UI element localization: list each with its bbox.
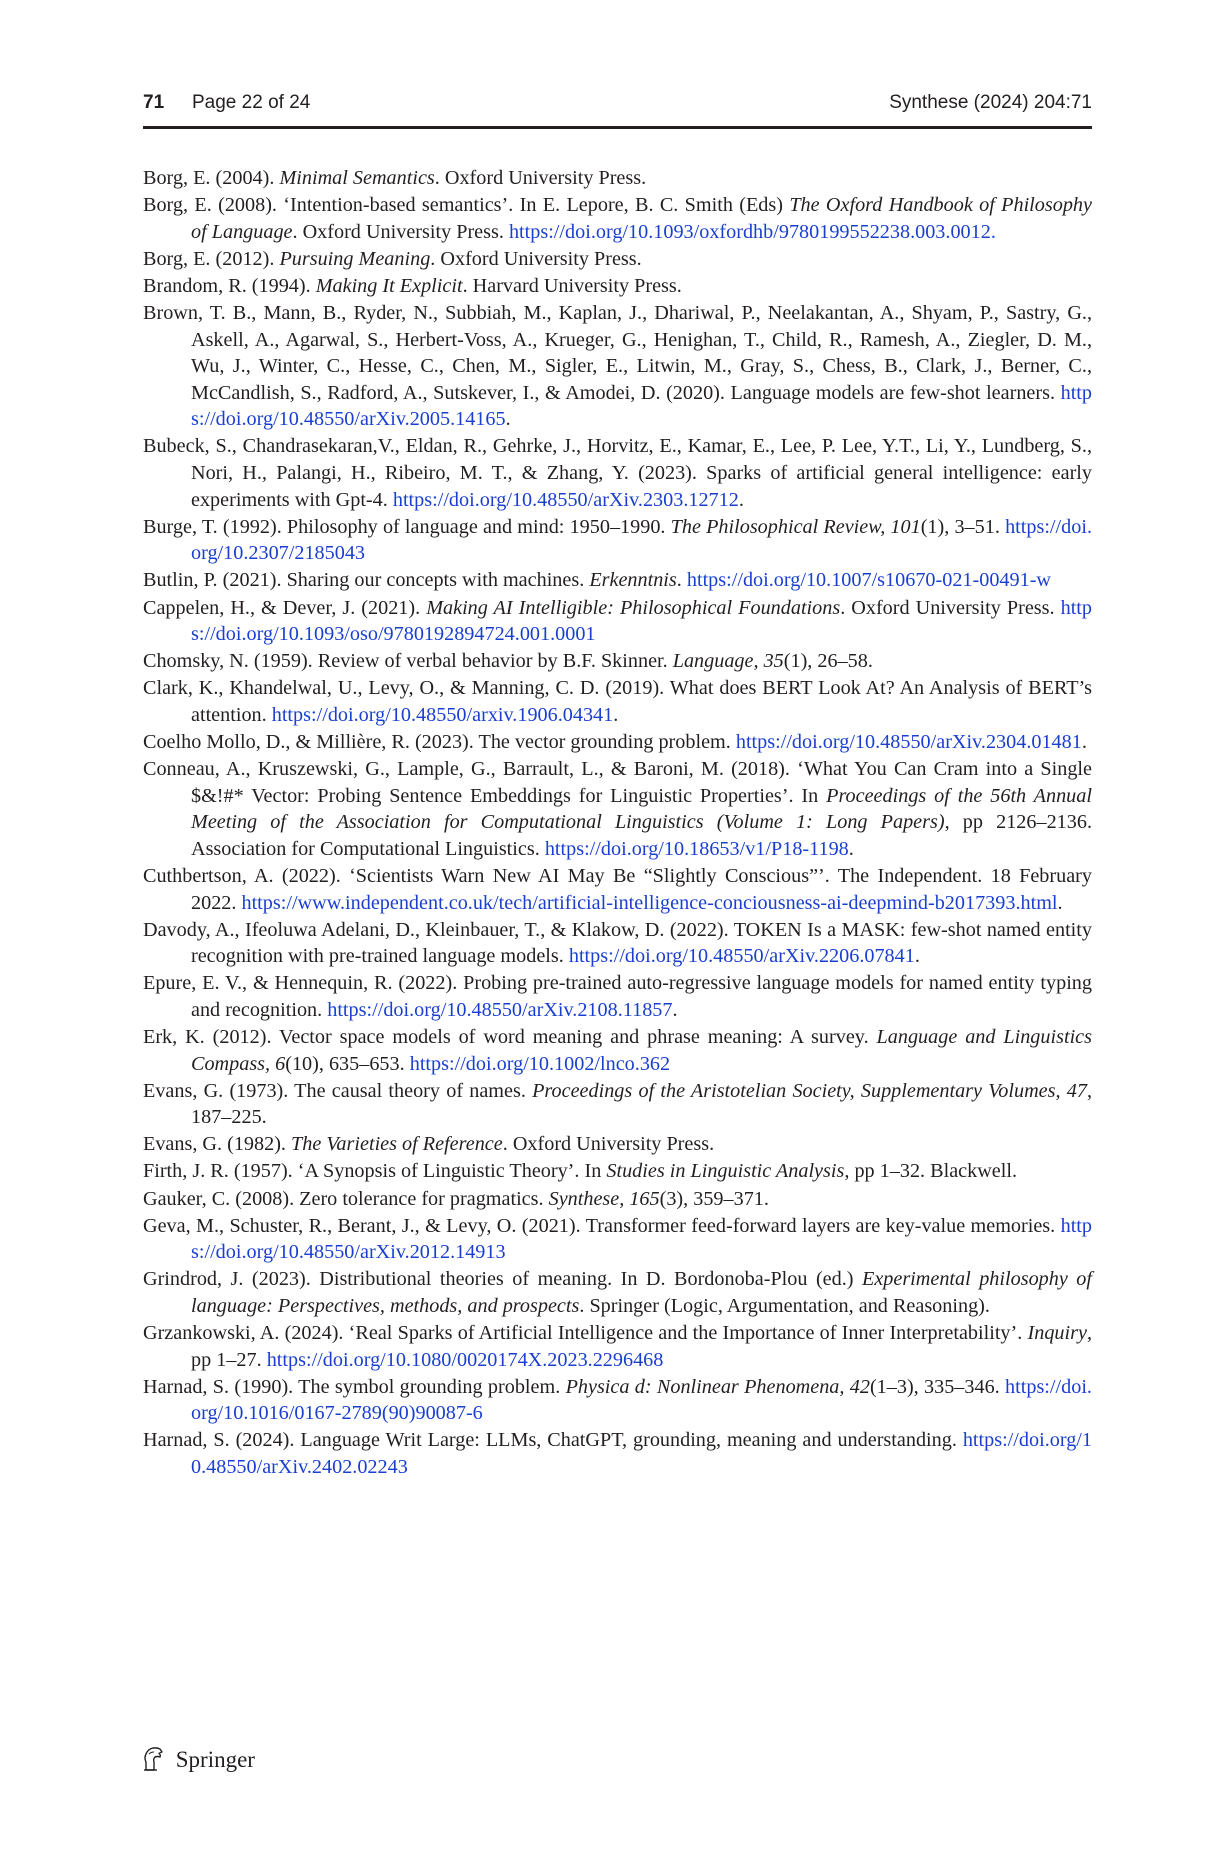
reference-text: . Oxford University Press. bbox=[430, 247, 642, 270]
doi-link[interactable]: https://doi.org/10.48550/arXiv.2206.07841 bbox=[568, 945, 915, 968]
reference-text: Davody, A., Ifeoluwa Adelani, D., Kleinbauer, T., & Klakow, D. (2022). TOKEN Is a MASK: few-shot named entity recognition with pre-trained language models. bbox=[143, 918, 1092, 968]
reference-text: , 187–225. bbox=[191, 1079, 1092, 1129]
reference-entry bbox=[143, 514, 1092, 567]
reference-entry bbox=[143, 1158, 1092, 1185]
reference-entry bbox=[143, 1320, 1092, 1373]
reference-text: . bbox=[505, 408, 511, 431]
reference-entry bbox=[143, 648, 1092, 675]
springer-horse-icon bbox=[141, 1746, 165, 1778]
reference-title-italic: The Varieties of Reference bbox=[291, 1133, 503, 1156]
reference-text: Butlin, P. (2021). Sharing our concepts with machines. bbox=[143, 569, 590, 592]
reference-entry bbox=[143, 300, 1092, 433]
reference-text: Firth, J. R. (1957). ‘A Synopsis of Linguistic Theory’. In bbox=[143, 1160, 607, 1183]
reference-entry bbox=[143, 675, 1092, 728]
reference-text: Brown, T. B., Mann, B., Ryder, N., Subbiah, M., Kaplan, J., Dhariwal, P., Neelakantan, A., Shyam, P., Sastry, G., Askell, A., Agarwal, S., Herbert-Voss, A., Krueger, G., Henighan, T., Child, R., Ramesh, A., Ziegler, D. M., Wu, J., Winter, C., Hesse, C., Chen, M., Sigler, E., Litwin, M., Gray, S., Chess, B., Clark, J., Berner, C., McCandlish, S., Radford, A., Sutskever, I., & Amodei, D. (2020). Language models are few-shot learners. bbox=[143, 301, 1092, 404]
reference-list bbox=[143, 165, 1092, 1481]
doi-link[interactable]: https://doi.org/10.48550/arXiv.2304.01481 bbox=[735, 730, 1082, 753]
doi-link[interactable]: https://doi.org/10.48550/arXiv.2108.11857 bbox=[327, 998, 673, 1021]
reference-text: Cappelen, H., & Dever, J. (2021). bbox=[143, 596, 427, 619]
reference-text: (3), 359–371. bbox=[659, 1187, 769, 1210]
reference-entry bbox=[143, 1213, 1092, 1266]
reference-text: (1), 3–51. bbox=[920, 515, 1006, 538]
doi-link[interactable]: https://doi.org/10.2307/2185043 bbox=[191, 515, 1092, 565]
reference-title-italic: Studies in Linguistic Analysis bbox=[606, 1160, 845, 1183]
reference-text: . bbox=[914, 945, 920, 968]
reference-text: . bbox=[613, 703, 619, 726]
doi-link[interactable]: https://doi.org/10.1093/oxfordhb/9780199552238.003.0012. bbox=[508, 220, 996, 243]
reference-text: Conneau, A., Kruszewski, G., Lample, G., Barrault, L., & Baroni, M. (2018). ‘What You Can Cram into a Single $&!#* Vector: Probing Sentence Embeddings for Linguistic Properties’. In bbox=[143, 758, 1092, 807]
reference-title-italic: Making AI Intelligible: Philosophical Foundations bbox=[426, 596, 841, 619]
reference-text: . bbox=[738, 488, 744, 511]
journal-citation: Synthese (2024) 204:71 bbox=[889, 92, 1092, 113]
publisher-footer bbox=[141, 1746, 255, 1778]
reference-text: , pp 1–32. Blackwell. bbox=[844, 1160, 1018, 1183]
reference-entry bbox=[143, 567, 1092, 594]
reference-text: Coelho Mollo, D., & Millière, R. (2023). The vector grounding problem. bbox=[143, 730, 736, 753]
reference-text: Burge, T. (1992). Philosophy of language and mind: 1950–1990. bbox=[143, 515, 671, 538]
reference-title-italic: Language, 35 bbox=[672, 650, 784, 673]
reference-text: Erk, K. (2012). Vector space models of word meaning and phrase meaning: A survey. bbox=[143, 1026, 877, 1048]
reference-text: (1), 26–58. bbox=[783, 650, 873, 673]
reference-title-italic: Synthese, 165 bbox=[548, 1187, 660, 1210]
reference-entry bbox=[143, 433, 1092, 513]
reference-text: . Springer (Logic, Argumentation, and Reasoning). bbox=[579, 1294, 990, 1317]
reference-text: . bbox=[676, 569, 687, 592]
reference-entry bbox=[143, 1427, 1092, 1480]
reference-text: Borg, E. (2012). bbox=[143, 247, 280, 270]
doi-link[interactable]: https://doi.org/10.1002/lnco.362 bbox=[409, 1052, 671, 1075]
doi-link[interactable]: https://doi.org/10.48550/arXiv.2012.14913 bbox=[191, 1214, 1092, 1264]
reference-entry bbox=[143, 1186, 1092, 1213]
reference-text: . Oxford University Press. bbox=[292, 220, 509, 243]
reference-title-italic: Minimal Semantics bbox=[279, 167, 435, 189]
reference-text: Gauker, C. (2008). Zero tolerance for pragmatics. bbox=[143, 1187, 549, 1210]
reference-text: . bbox=[1057, 891, 1063, 914]
doi-link[interactable]: https://doi.org/10.1093/oso/9780192894724.001.0001 bbox=[191, 596, 1092, 646]
reference-text: Cuthbertson, A. (2022). ‘Scientists Warn New AI May Be “Slightly Conscious”’. The Independent. 18 February 2022. bbox=[143, 864, 1092, 914]
reference-text: Harnad, S. (2024). Language Writ Large: LLMs, ChatGPT, grounding, meaning and understanding. bbox=[143, 1429, 963, 1452]
reference-entry bbox=[143, 192, 1092, 245]
reference-text: Grzankowski, A. (2024). ‘Real Sparks of Artificial Intelligence and the Importance of Inner Interpretability’. bbox=[143, 1322, 1028, 1345]
publisher-name: Springer bbox=[175, 1747, 255, 1772]
doi-link[interactable]: https://doi.org/10.48550/arXiv.2402.02243 bbox=[191, 1429, 1092, 1478]
reference-entry bbox=[143, 970, 1092, 1023]
doi-link[interactable]: https://doi.org/10.48550/arxiv.1906.04341 bbox=[271, 703, 614, 726]
reference-text: Clark, K., Khandelwal, U., Levy, O., & Manning, C. D. (2019). What does BERT Look At? An Analysis of BERT’s attention. bbox=[143, 677, 1092, 726]
reference-entry bbox=[143, 273, 1092, 300]
reference-entry bbox=[143, 1024, 1092, 1077]
reference-title-italic: Erkenntnis bbox=[589, 569, 677, 592]
reference-text: . Harvard University Press. bbox=[462, 274, 682, 297]
doi-link[interactable]: https://doi.org/10.1007/s10670-021-00491-w bbox=[686, 569, 1051, 592]
reference-title-italic: The Oxford Handbook of Philosophy of Language bbox=[191, 194, 1092, 243]
reference-text: Borg, E. (2004). bbox=[143, 167, 280, 189]
reference-title-italic: Experimental philosophy of language: Perspectives, methods, and prospects bbox=[191, 1268, 1092, 1317]
reference-text: (1–3), 335–346. bbox=[869, 1375, 1006, 1398]
reference-title-italic: The Philosophical Review, 101 bbox=[670, 515, 921, 538]
running-head bbox=[143, 92, 1092, 122]
reference-entry bbox=[143, 729, 1092, 756]
reference-entry bbox=[143, 756, 1092, 862]
doi-link[interactable]: https://doi.org/10.1016/0167-2789(90)90087-6 bbox=[191, 1375, 1092, 1425]
reference-title-italic: Pursuing Meaning bbox=[279, 247, 431, 270]
reference-text: Evans, G. (1982). bbox=[143, 1133, 292, 1156]
reference-text: Borg, E. (2008). ‘Intention-based semantics’. In E. Lepore, B. C. Smith (Eds) bbox=[143, 194, 790, 217]
reference-text: , pp 2126–2136. Association for Computational Linguistics. bbox=[191, 811, 1093, 860]
doi-link[interactable]: https://www.independent.co.uk/tech/artificial-intelligence-conciousness-ai-deepmind-b2017393.html bbox=[241, 891, 1058, 914]
article-number: 71 bbox=[143, 92, 165, 113]
reference-title-italic: Inquiry bbox=[1027, 1322, 1087, 1345]
reference-text: . Oxford University Press. bbox=[502, 1133, 715, 1156]
reference-text: Harnad, S. (1990). The symbol grounding problem. bbox=[143, 1375, 566, 1398]
reference-text: , pp 1–27. bbox=[191, 1322, 1092, 1371]
reference-title-italic: Proceedings of the 56th Annual Meeting of the Association for Computational Linguistics (Volume 1: Long Papers) bbox=[191, 784, 1092, 834]
reference-entry bbox=[143, 1266, 1092, 1319]
doi-link[interactable]: https://doi.org/10.48550/arXiv.2005.14165 bbox=[191, 381, 1092, 431]
reference-title-italic: Making It Explicit bbox=[315, 274, 463, 297]
reference-text: Chomsky, N. (1959). Review of verbal behavior by B.F. Skinner. bbox=[143, 650, 673, 673]
reference-text: Geva, M., Schuster, R., Berant, J., & Levy, O. (2021). Transformer feed-forward layers are key-value memories. bbox=[143, 1214, 1061, 1237]
reference-entry bbox=[143, 917, 1092, 970]
reference-text: (10), 635–653. bbox=[285, 1052, 410, 1075]
reference-text: Grindrod, J. (2023). Distributional theories of meaning. In D. Bordonoba-Plou (ed.) bbox=[143, 1268, 862, 1291]
reference-entry bbox=[143, 595, 1092, 648]
header-rule bbox=[143, 126, 1092, 129]
page-label: Page 22 of 24 bbox=[192, 92, 311, 113]
reference-text: . bbox=[848, 837, 854, 860]
reference-entry bbox=[143, 246, 1092, 273]
reference-text: Evans, G. (1973). The causal theory of names. bbox=[143, 1079, 533, 1102]
reference-text: . Oxford University Press. bbox=[434, 167, 647, 189]
reference-entry bbox=[143, 1131, 1092, 1158]
doi-link[interactable]: https://doi.org/10.1080/0020174X.2023.2296468 bbox=[266, 1348, 664, 1371]
reference-title-italic: Language and Linguistics Compass, 6 bbox=[191, 1026, 1092, 1075]
doi-link[interactable]: https://doi.org/10.48550/arXiv.2303.12712 bbox=[392, 488, 739, 511]
reference-text: Bubeck, S., Chandrasekaran,V., Eldan, R., Gehrke, J., Horvitz, E., Kamar, E., Lee, P. Lee, Y.T., Li, Y., Lundberg, S., Nori, H., Palangi, H., Ribeiro, M. T., & Zhang, Y. (2023). Sparks of artificial general intelligence: early experiments with Gpt-4. bbox=[143, 435, 1092, 511]
reference-text: . Oxford University Press. bbox=[840, 596, 1061, 619]
reference-text: Brandom, R. (1994). bbox=[143, 274, 316, 297]
reference-entry bbox=[143, 1374, 1092, 1427]
reference-text: . bbox=[1081, 730, 1087, 753]
reference-text: . bbox=[672, 998, 678, 1021]
reference-entry bbox=[143, 1078, 1092, 1131]
reference-title-italic: Proceedings of the Aristotelian Society, Supplementary Volumes, 47 bbox=[532, 1079, 1087, 1102]
reference-entry bbox=[143, 863, 1092, 916]
reference-entry bbox=[143, 165, 1092, 192]
reference-title-italic: Physica d: Nonlinear Phenomena, 42 bbox=[565, 1375, 870, 1398]
doi-link[interactable]: https://doi.org/10.18653/v1/P18-1198 bbox=[544, 837, 849, 860]
reference-text: Epure, E. V., & Hennequin, R. (2022). Probing pre-trained auto-regressive language models for named entity typing and recognition. bbox=[143, 972, 1092, 1021]
